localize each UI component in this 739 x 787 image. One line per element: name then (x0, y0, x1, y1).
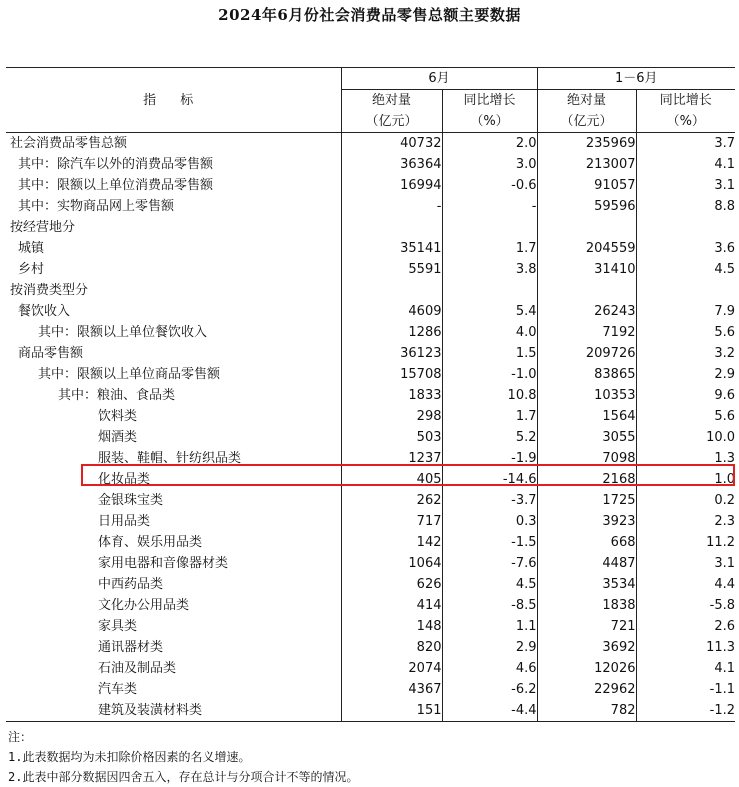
row-label: 日用品类 (98, 514, 151, 529)
table-row (6, 658, 735, 679)
note-item: 2.此表中部分数据因四舍五入，存在总计与分项合计不等的情况。 (8, 770, 359, 784)
cell-m-yoy: 1.7 (442, 238, 537, 259)
row-label: 其中：除汽车以外的消费品零售额 (18, 157, 214, 172)
cell-m-abs: 2074 (341, 658, 442, 679)
table-row (6, 259, 735, 280)
cell-c-abs: 721 (537, 616, 636, 637)
table-row (6, 133, 735, 155)
cell-c-abs (537, 280, 636, 301)
cell-m-yoy (442, 217, 537, 238)
row-label: 服装、鞋帽、针纺织品类 (98, 451, 242, 466)
cell-m-yoy: -1.9 (442, 448, 537, 469)
ytd-yoy-header: 同比增长 （%） (636, 90, 735, 133)
row-label: 汽车类 (98, 682, 138, 697)
row-label: 建筑及装潢材料类 (6, 700, 341, 722)
cell-m-abs: 1833 (341, 385, 442, 406)
cell-m-yoy: -4.4 (442, 700, 537, 722)
cell-c-abs: 3534 (537, 574, 636, 595)
cell-m-yoy: - (442, 196, 537, 217)
table-row (6, 385, 735, 406)
table-row (6, 322, 735, 343)
page-title: 2024年6月份社会消费品零售总额主要数据 (218, 6, 521, 24)
cell-m-yoy: -7.6 (442, 553, 537, 574)
table-body (6, 133, 735, 722)
cell-m-yoy: 3.8 (442, 259, 537, 280)
table-row (6, 448, 735, 469)
row-label: 乡村 (18, 262, 45, 277)
row-label: 体育、娱乐用品类 (98, 535, 203, 550)
cell-m-abs: 148 (341, 616, 442, 637)
period-june-header: 6月 (341, 68, 537, 90)
cell-c-abs: 7098 (537, 448, 636, 469)
table-row (6, 154, 735, 175)
cell-m-yoy: -0.6 (442, 175, 537, 196)
cell-m-yoy: -1.0 (442, 364, 537, 385)
cell-c-yoy (636, 217, 735, 238)
table-row (6, 511, 735, 532)
cell-m-yoy: 4.6 (442, 658, 537, 679)
cell-c-abs: 31410 (537, 259, 636, 280)
cell-m-yoy (442, 280, 537, 301)
cell-m-abs: 717 (341, 511, 442, 532)
cell-c-abs: 12026 (537, 658, 636, 679)
cell-m-yoy: 4.0 (442, 322, 537, 343)
cell-m-yoy: -8.5 (442, 595, 537, 616)
cell-c-yoy: -1.2 (636, 700, 735, 722)
cell-m-yoy: -6.2 (442, 679, 537, 700)
cell-m-abs: 142 (341, 532, 442, 553)
ytd-abs-header: 绝对量 （亿元） (537, 90, 636, 133)
cell-m-yoy: 1.5 (442, 343, 537, 364)
cell-m-yoy: 1.7 (442, 406, 537, 427)
cell-m-abs: 40732 (341, 133, 442, 155)
table-row (6, 700, 735, 722)
row-label: 商品零售额 (18, 346, 84, 361)
cell-c-abs: 235969 (537, 133, 636, 155)
cell-c-abs: 668 (537, 532, 636, 553)
cell-m-abs: 16994 (341, 175, 442, 196)
cell-c-yoy (636, 280, 735, 301)
row-label: 石油及制品类 (98, 661, 177, 676)
cell-c-abs: 782 (537, 700, 636, 722)
indicator-header: 指 标 (6, 68, 341, 133)
cell-c-abs: 91057 (537, 175, 636, 196)
cell-m-yoy: 10.8 (442, 385, 537, 406)
cell-m-abs: 15708 (341, 364, 442, 385)
notes-heading: 注： (8, 730, 33, 744)
period-jan-jun-header: 1－6月 (537, 68, 735, 90)
cell-m-abs: - (341, 196, 442, 217)
cell-c-abs: 213007 (537, 154, 636, 175)
june-yoy-header: 同比增长 （%） (442, 90, 537, 133)
cell-m-abs: 5591 (341, 259, 442, 280)
row-label: 饮料类 (98, 409, 138, 424)
table-row (6, 427, 735, 448)
cell-m-abs: 36123 (341, 343, 442, 364)
cell-m-abs: 1064 (341, 553, 442, 574)
cell-c-abs: 59596 (537, 196, 636, 217)
cell-m-yoy: 4.5 (442, 574, 537, 595)
row-label: 按消费类型分 (10, 283, 89, 298)
cell-c-yoy: -5.8 (636, 595, 735, 616)
cell-c-yoy: -1.1 (636, 679, 735, 700)
cell-m-yoy: -14.6 (442, 469, 537, 490)
row-label: 化妆品类 (98, 472, 151, 487)
cell-c-abs: 1725 (537, 490, 636, 511)
cell-m-abs: 151 (341, 700, 442, 722)
row-label: 通讯器材类 (98, 640, 164, 655)
cell-c-abs: 7192 (537, 322, 636, 343)
footnotes (8, 727, 358, 787)
cell-m-abs: 4609 (341, 301, 442, 322)
cell-c-yoy: 4.4 (636, 574, 735, 595)
row-label: 其中：实物商品网上零售额 (18, 199, 175, 214)
row-label: 其中：限额以上单位消费品零售额 (18, 178, 214, 193)
row-label: 家具类 (98, 619, 138, 634)
table-row (6, 637, 735, 658)
cell-c-yoy: 8.8 (636, 196, 735, 217)
cell-m-abs: 1286 (341, 322, 442, 343)
cell-m-abs: 298 (341, 406, 442, 427)
table-row (6, 679, 735, 700)
cell-c-abs: 83865 (537, 364, 636, 385)
row-label: 中西药品类 (98, 577, 164, 592)
cell-c-abs: 3055 (537, 427, 636, 448)
row-label: 文化办公用品类 (98, 598, 190, 613)
table-row (6, 616, 735, 637)
cell-c-yoy: 4.1 (636, 154, 735, 175)
cell-c-abs: 3923 (537, 511, 636, 532)
cell-c-yoy: 7.9 (636, 301, 735, 322)
cell-m-yoy: 5.4 (442, 301, 537, 322)
row-label: 其中：限额以上单位餐饮收入 (38, 325, 208, 340)
note-item: 1.此表数据均为未扣除价格因素的名义增速。 (8, 750, 251, 764)
cell-c-abs: 3692 (537, 637, 636, 658)
table-row (6, 469, 735, 490)
cell-c-yoy: 3.1 (636, 175, 735, 196)
cell-c-abs (537, 217, 636, 238)
table-row (6, 301, 735, 322)
cell-c-yoy: 1.3 (636, 448, 735, 469)
table-row (6, 490, 735, 511)
cell-m-abs: 820 (341, 637, 442, 658)
table-row (6, 217, 735, 238)
cell-m-abs: 626 (341, 574, 442, 595)
cell-c-abs: 10353 (537, 385, 636, 406)
row-label: 城镇 (18, 241, 45, 256)
cell-m-yoy: 5.2 (442, 427, 537, 448)
cell-m-abs: 4367 (341, 679, 442, 700)
cell-c-yoy: 10.0 (636, 427, 735, 448)
cell-c-abs: 26243 (537, 301, 636, 322)
cell-c-yoy: 4.1 (636, 658, 735, 679)
row-label: 金银珠宝类 (98, 493, 164, 508)
row-label: 烟酒类 (98, 430, 138, 445)
cell-c-yoy: 3.6 (636, 238, 735, 259)
cell-m-yoy: 0.3 (442, 511, 537, 532)
cell-c-yoy: 9.6 (636, 385, 735, 406)
table-row (6, 532, 735, 553)
table-row (6, 280, 735, 301)
table-row (6, 364, 735, 385)
cell-m-abs: 36364 (341, 154, 442, 175)
table-row (6, 196, 735, 217)
cell-c-abs: 204559 (537, 238, 636, 259)
cell-c-yoy: 11.3 (636, 637, 735, 658)
row-label: 按经营地分 (10, 220, 76, 235)
cell-m-abs (341, 280, 442, 301)
row-label: 其中：粮油、食品类 (58, 388, 176, 403)
retail-sales-table (6, 67, 735, 722)
row-label: 餐饮收入 (18, 304, 71, 319)
cell-m-yoy: 2.0 (442, 133, 537, 155)
cell-m-yoy: -1.5 (442, 532, 537, 553)
cell-c-yoy: 3.2 (636, 343, 735, 364)
cell-c-yoy: 3.1 (636, 553, 735, 574)
row-label: 其中：限额以上单位商品零售额 (38, 367, 221, 382)
cell-m-abs: 503 (341, 427, 442, 448)
table-row (6, 595, 735, 616)
cell-c-abs: 22962 (537, 679, 636, 700)
row-label: 家用电器和音像器材类 (98, 556, 229, 571)
cell-m-abs: 35141 (341, 238, 442, 259)
table-row (6, 553, 735, 574)
cell-m-yoy: 2.9 (442, 637, 537, 658)
june-abs-header: 绝对量 （亿元） (341, 90, 442, 133)
table-row (6, 343, 735, 364)
cell-c-abs: 1838 (537, 595, 636, 616)
cell-c-abs: 209726 (537, 343, 636, 364)
table-row (6, 238, 735, 259)
cell-c-yoy: 0.2 (636, 490, 735, 511)
cell-m-abs (341, 217, 442, 238)
cell-m-yoy: 1.1 (442, 616, 537, 637)
cell-c-abs: 2168 (537, 469, 636, 490)
table-row (6, 175, 735, 196)
table-row (6, 574, 735, 595)
cell-c-yoy: 2.6 (636, 616, 735, 637)
table-row (6, 406, 735, 427)
cell-m-yoy: -3.7 (442, 490, 537, 511)
cell-c-yoy: 2.9 (636, 364, 735, 385)
cell-c-yoy: 11.2 (636, 532, 735, 553)
cell-c-yoy: 1.0 (636, 469, 735, 490)
cell-m-abs: 405 (341, 469, 442, 490)
cell-c-abs: 1564 (537, 406, 636, 427)
cell-c-yoy: 5.6 (636, 322, 735, 343)
cell-c-yoy: 2.3 (636, 511, 735, 532)
cell-c-yoy: 3.7 (636, 133, 735, 155)
cell-c-yoy: 5.6 (636, 406, 735, 427)
cell-m-abs: 1237 (341, 448, 442, 469)
cell-m-abs: 414 (341, 595, 442, 616)
cell-c-abs: 4487 (537, 553, 636, 574)
cell-m-abs: 262 (341, 490, 442, 511)
cell-m-yoy: 3.0 (442, 154, 537, 175)
row-label: 社会消费品零售总额 (10, 136, 128, 151)
cell-c-yoy: 4.5 (636, 259, 735, 280)
